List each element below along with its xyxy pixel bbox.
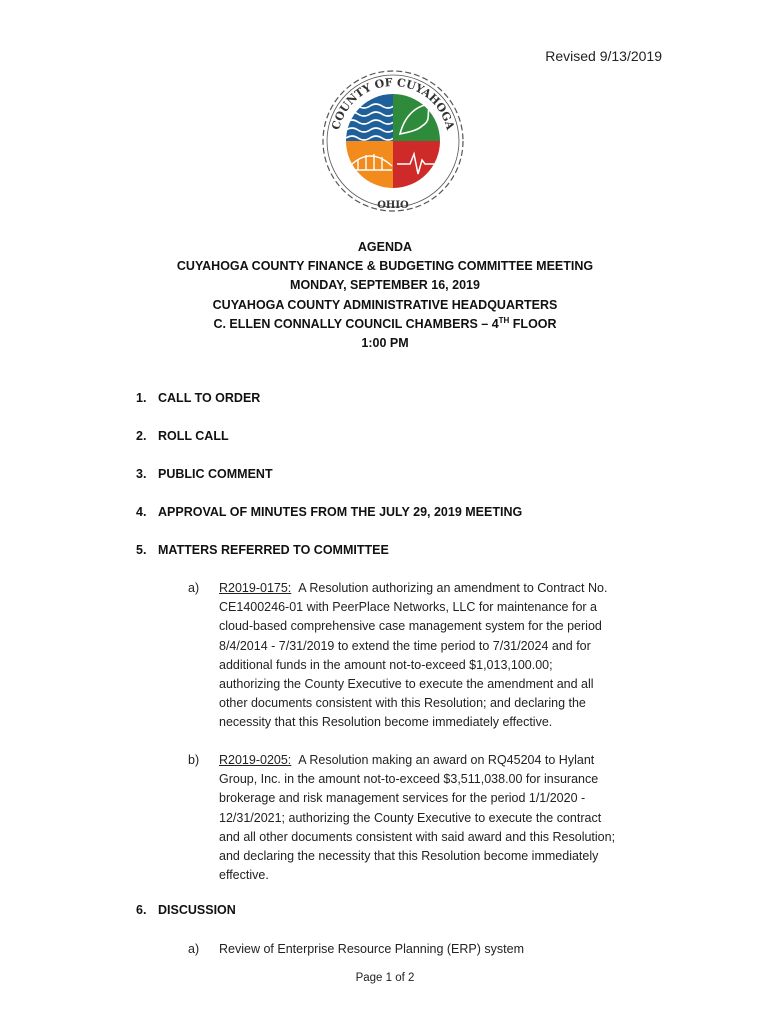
agenda-header [0, 238, 770, 353]
agenda-item: 1. CALL TO ORDER [136, 391, 261, 405]
agenda-item: 2. ROLL CALL [136, 429, 229, 443]
agenda-item: 5. MATTERS REFERRED TO COMMITTEE [136, 543, 389, 557]
discussion-item: a) Review of Enterprise Resource Planning (ERP) system [188, 942, 524, 956]
meeting-time: 1:00 PM [361, 336, 409, 351]
seal-bottom-text: OHIO [377, 200, 409, 211]
resolution-item: b) R2019-0205: A Resolution making an award on RQ45204 to Hylant Group, Inc. in the amount not-to-exceed $3,511,038.00 for insurance brokerage and risk management services for the period 1/1/2020 - 12/31/2021; authorizing the County Executive to execute the contract and all other documents consistent with said award and this Resolution; and declaring the necessity that this Resolution become immediately effective. [188, 753, 616, 883]
meeting-room: C. ELLEN CONNALLY COUNCIL CHAMBERS – 4TH FLOOR [213, 315, 557, 331]
agenda-item: 6. DISCUSSION [136, 903, 236, 917]
resolution-number: R2019-0175: [219, 581, 292, 595]
seal-bridge-quadrant [346, 141, 393, 188]
agenda-title: AGENDA [357, 240, 413, 254]
seal-top-text: COUNTY OF CUYAHOGA [329, 75, 457, 132]
resolution-number: R2019-0205: [219, 753, 292, 767]
meeting-date: MONDAY, SEPTEMBER 16, 2019 [290, 278, 480, 293]
agenda-item: 4. APPROVAL OF MINUTES FROM THE JULY 29, 2019 MEETING [136, 505, 523, 519]
resolution-item: a) R2019-0175: A Resolution authorizing an amendment to Contract No. CE1400246-01 with PeerPlace Networks, LLC for maintenance for a cloud-based comprehensive case management system for the period 8/4/2014 - 7/31/2019 to extend the time period to 7/31/2024 and for additional funds in the amount not-to-exceed $1,013,100.00; authorizing the County Executive to execute the amendment and all other documents consistent with this Resolution; and declaring the necessity that this Resolution become immediately effective. [188, 581, 608, 730]
agenda-item: 3. PUBLIC COMMENT [136, 467, 273, 481]
meeting-venue: CUYAHOGA COUNTY ADMINISTRATIVE HEADQUARTERS [212, 297, 558, 312]
page-number: Page 1 of 2 [355, 972, 415, 984]
revised-date: Revised 9/13/2019 [545, 48, 662, 64]
meeting-name: CUYAHOGA COUNTY FINANCE & BUDGETING COMMITTEE MEETING [176, 259, 594, 274]
cuyahoga-county-seal [318, 66, 468, 216]
